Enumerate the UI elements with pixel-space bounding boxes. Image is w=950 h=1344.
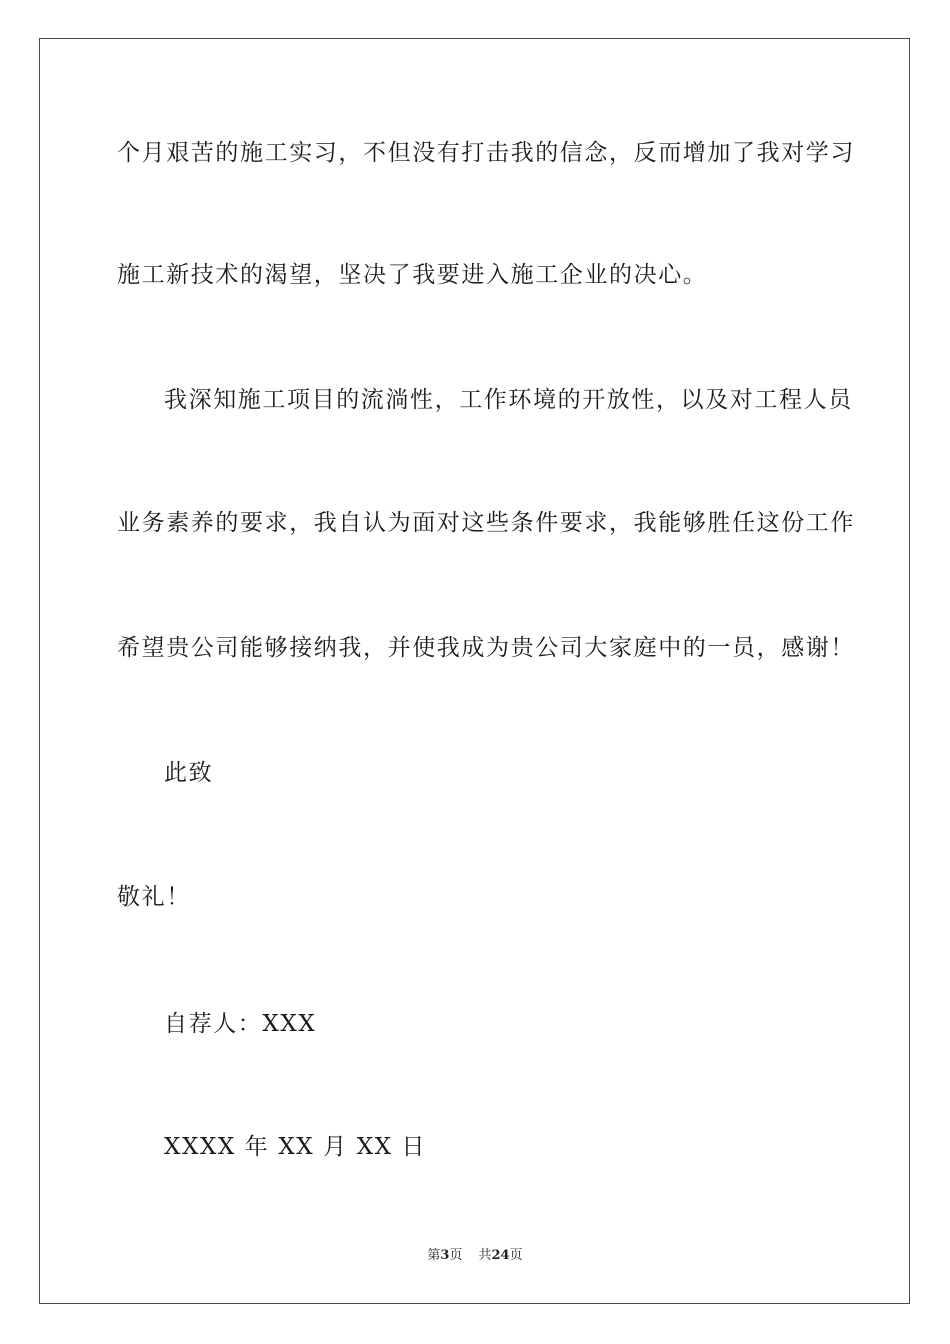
signature-line: 自荐人：XXX — [164, 1011, 317, 1037]
total-prefix: 共 — [478, 1248, 492, 1263]
closing-salutation: 此致 — [164, 760, 214, 786]
total-suffix: 页 — [509, 1248, 523, 1263]
body-line-1: 个月艰苦的施工实习，不但没有打击我的信念，反而增加了我对学习 — [117, 140, 855, 166]
page-suffix: 页 — [449, 1248, 463, 1263]
closing-regards: 敬礼！ — [117, 884, 191, 910]
page-border — [39, 38, 910, 1304]
page-prefix: 第 — [427, 1248, 441, 1263]
page-footer — [0, 1247, 950, 1265]
date-line: XXXX 年 XX 月 XX 日 — [164, 1134, 427, 1160]
body-line-4: 业务素养的要求，我自认为面对这些条件要求，我能够胜任这份工作 — [117, 510, 855, 536]
page-current: 3 — [440, 1248, 450, 1263]
page-total: 24 — [491, 1248, 510, 1263]
body-line-3: 我深知施工项目的流淌性，工作环境的开放性，以及对工程人员 — [164, 387, 853, 413]
body-line-5: 希望贵公司能够接纳我，并使我成为贵公司大家庭中的一员，感谢！ — [117, 635, 855, 661]
body-line-2: 施工新技术的渴望，坚决了我要进入施工企业的决心。 — [117, 262, 708, 288]
